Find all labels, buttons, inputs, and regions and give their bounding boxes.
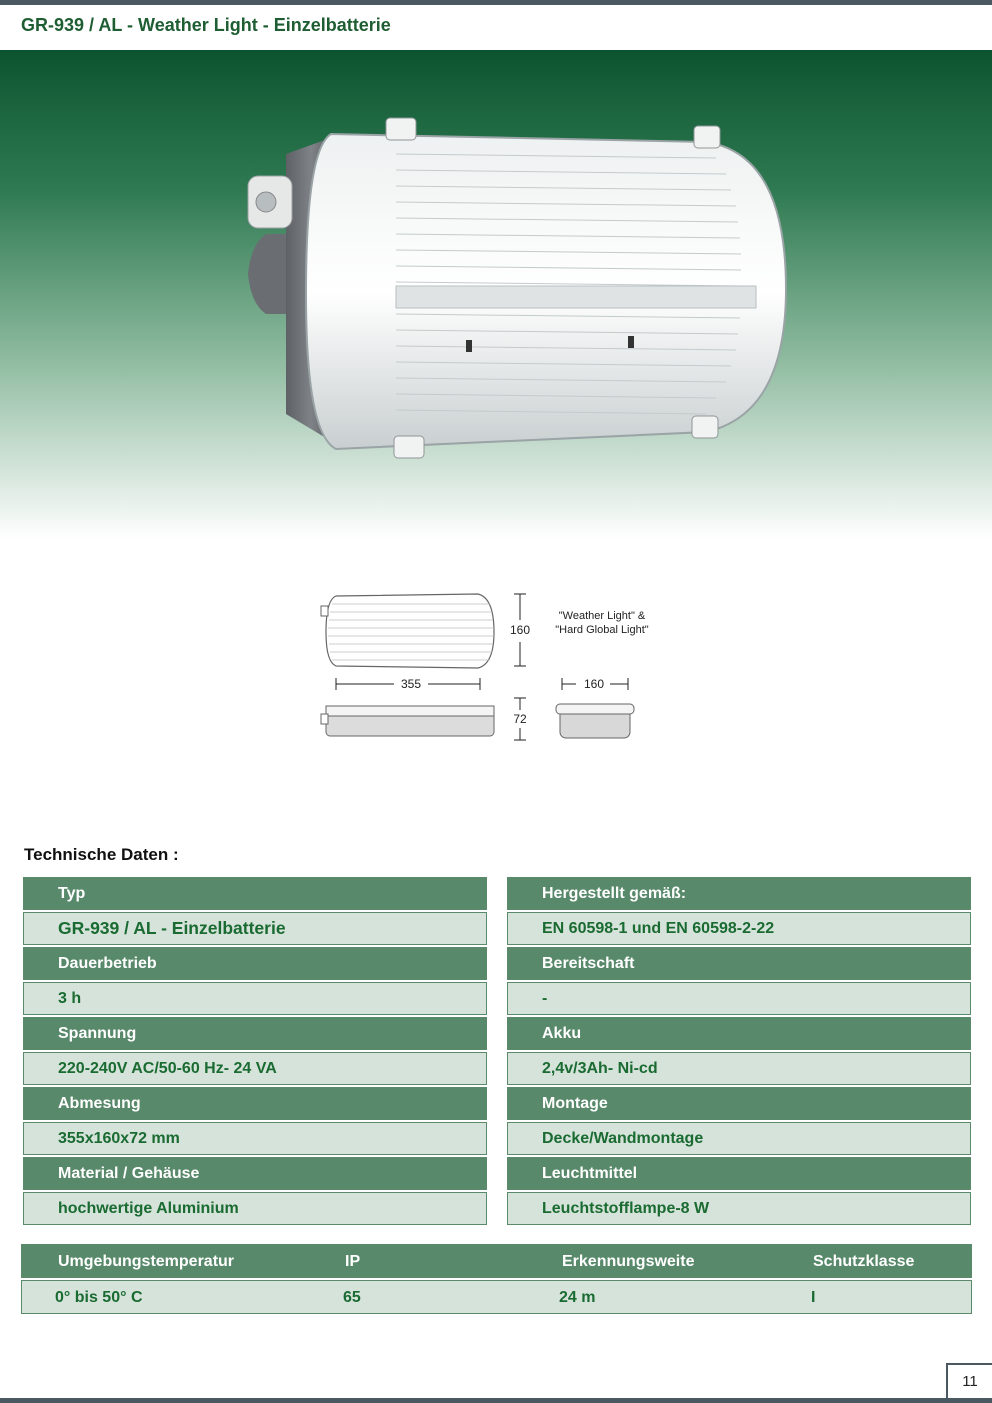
spec-value: Decke/Wandmontage [507, 1122, 971, 1155]
spec-label: Dauerbetrieb [23, 947, 487, 980]
spec-value: 220-240V AC/50-60 Hz- 24 VA [23, 1052, 487, 1085]
spec-column-right [507, 877, 971, 1227]
value-temperature: 0° bis 50° C [55, 1289, 143, 1306]
spec-value: hochwertige Aluminium [23, 1192, 487, 1225]
spec-label: Leuchtmittel [507, 1157, 971, 1190]
header-protection-class: Schutzklasse [813, 1253, 915, 1270]
spec-label: Spannung [23, 1017, 487, 1050]
spec-label: Akku [507, 1017, 971, 1050]
dim-length-label: 355 [400, 677, 422, 691]
dimension-drawing [318, 586, 678, 751]
dim-depth-label: 72 [513, 712, 527, 726]
spec-value: - [507, 982, 971, 1015]
value-protection-class: I [811, 1289, 816, 1306]
header-range: Erkennungsweite [562, 1253, 695, 1270]
header-temperature: Umgebungstemperatur [58, 1253, 235, 1270]
value-range: 24 m [559, 1289, 596, 1306]
spec-label: Montage [507, 1087, 971, 1120]
environment-table-row [21, 1280, 972, 1314]
spec-value: 3 h [23, 982, 487, 1015]
spec-label: Bereitschaft [507, 947, 971, 980]
spec-value: Leuchtstofflampe-8 W [507, 1192, 971, 1225]
page-number: 11 [946, 1363, 992, 1398]
drawing-note-line2: "Hard Global Light" [555, 624, 649, 636]
product-image [226, 114, 796, 464]
spec-label: Typ [23, 877, 487, 910]
drawing-note-line1: "Weather Light" & [558, 610, 646, 622]
dim-width-label: 160 [583, 677, 605, 691]
bottom-border [0, 1398, 992, 1403]
spec-value: 2,4v/3Ah- Ni-cd [507, 1052, 971, 1085]
spec-label: Abmesung [23, 1087, 487, 1120]
spec-label: Hergestellt gemäß: [507, 877, 971, 910]
spec-label: Material / Gehäuse [23, 1157, 487, 1190]
spec-value: EN 60598-1 und EN 60598-2-22 [507, 912, 971, 945]
value-ip: 65 [343, 1289, 361, 1306]
spec-value: GR-939 / AL - Einzelbatterie [23, 912, 487, 945]
spec-column-left [23, 877, 487, 1227]
spec-value: 355x160x72 mm [23, 1122, 487, 1155]
environment-table-header [21, 1244, 972, 1278]
page-title: GR-939 / AL - Weather Light - Einzelbatterie [21, 15, 391, 35]
section-title: Technische Daten : [24, 845, 179, 864]
header-ip: IP [345, 1253, 361, 1270]
environment-table [21, 1244, 972, 1314]
dim-height-label: 160 [509, 623, 531, 637]
top-border [0, 0, 992, 5]
